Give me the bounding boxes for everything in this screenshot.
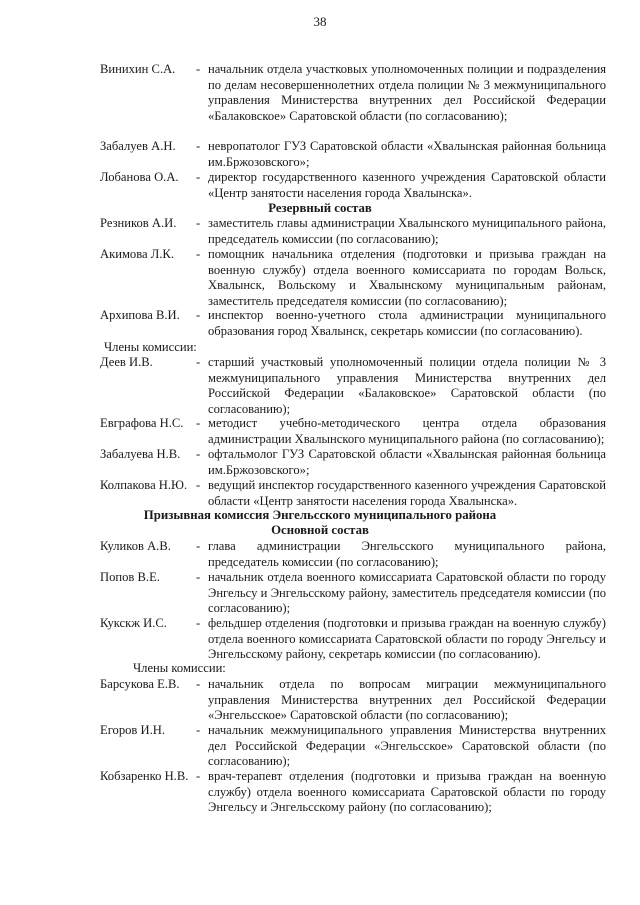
section-heading: Призывная комиссия Энгельсского муниципального района	[143, 508, 497, 522]
section-heading: Основной состав	[271, 523, 369, 537]
dash-separator: -	[196, 216, 201, 230]
dash-separator: -	[196, 355, 201, 369]
member-entry	[96, 769, 606, 816]
section-heading: Резервный состав	[268, 201, 372, 215]
member-position: помощник начальника отделения (подготовки и призыва граждан на военную службу) отдела военного комиссариата по городам Вольск, Хвалынск, Вольскому и Хвалынскому муниципальным районам, заместитель председателя комиссии (по согласованию);	[208, 247, 606, 308]
member-entry	[96, 677, 606, 724]
member-name: Попов В.Е.	[100, 570, 160, 584]
member-name: Забалуева Н.В.	[100, 447, 181, 461]
member-name: Евграфова Н.С.	[100, 416, 184, 430]
page-number: 38	[313, 14, 327, 29]
member-entry	[96, 723, 606, 770]
member-entry	[96, 170, 606, 201]
member-name: Архипова В.И.	[100, 308, 180, 322]
member-name: Куликов А.В.	[100, 539, 171, 553]
member-position: офтальмолог ГУЗ Саратовской области «Хвалынская районная больница им.Бржозовского»;	[208, 447, 606, 477]
member-name: Лобанова О.А.	[100, 170, 179, 184]
member-position: начальник межмуниципального управления Министерства внутренних дел Российской Федерации «Энгельсское» Саратовской области (по согласованию);	[208, 723, 606, 769]
member-entry	[96, 570, 606, 617]
member-position: начальник отдела военного комиссариата Саратовской области по городу Энгельсу и Энгельсскому району, заместитель председателя комиссии (по согласованию);	[208, 570, 606, 616]
member-name: Колпакова Н.Ю.	[100, 478, 188, 492]
dash-separator: -	[196, 616, 201, 630]
dash-separator: -	[196, 478, 201, 492]
member-name: Акимова Л.К.	[100, 247, 174, 261]
member-name: Винихин С.А.	[100, 62, 176, 76]
member-position: начальник отдела по вопросам миграции межмуниципального управления Министерства внутренних дел Российской Федерации «Энгельсское» Саратовской области (по согласованию);	[208, 677, 606, 723]
member-name: Резников А.И.	[100, 216, 177, 230]
dash-separator: -	[196, 416, 201, 430]
member-name: Деев И.В.	[100, 355, 153, 369]
dash-separator: -	[196, 677, 201, 691]
member-entry	[96, 616, 606, 663]
member-position: методист учебно-методического центра отдела образования администрации Хвалынского муниципального района (по согласованию);	[208, 416, 606, 446]
members-label: Члены комиссии:	[133, 661, 226, 675]
member-entry	[96, 216, 606, 247]
member-position: ведущий инспектор государственного казенного учреждения Саратовской области «Центр занятости населения города Хвалынска».	[208, 478, 606, 508]
member-position: невропатолог ГУЗ Саратовской области «Хвалынская районная больница им.Бржозовского»;	[208, 139, 606, 169]
member-entry	[96, 539, 606, 570]
member-entry	[96, 62, 606, 124]
member-position: заместитель главы администрации Хвалынского муниципального района, председатель комиссии (по согласованию);	[208, 216, 606, 246]
member-name: Кобзаренко Н.В.	[100, 769, 189, 783]
member-position: старший участковый уполномоченный полиции отдела полиции № 3 межмуниципального управления Министерства внутренних дел Российской Федерации «Балаковское» Саратовской области (по согласованию);	[208, 355, 606, 416]
member-entry	[96, 478, 606, 509]
member-position: глава администрации Энгельсского муниципального района, председатель комиссии (по согласованию);	[208, 539, 606, 569]
member-entry	[96, 416, 606, 447]
member-entry	[96, 355, 606, 417]
dash-separator: -	[196, 570, 201, 584]
member-entry	[96, 247, 606, 309]
member-position: врач-терапевт отделения (подготовки и призыва граждан на военную службу) отдела военного комиссариата Саратовской области по городу Энгельсу и Энгельсскому району (по согласованию);	[208, 769, 606, 815]
member-name: Егоров И.Н.	[100, 723, 166, 737]
dash-separator: -	[196, 447, 201, 461]
dash-separator: -	[196, 139, 201, 153]
dash-separator: -	[196, 62, 201, 76]
member-name: Барсукова Е.В.	[100, 677, 180, 691]
member-position: фельдшер отделения (подготовки и призыва граждан на военную службу) отдела военного комиссариата Саратовской области по городу Энгельсу и Энгельсскому району, секретарь комиссии (по согласованию).	[208, 616, 606, 662]
dash-separator: -	[196, 769, 201, 783]
member-position: директор государственного казенного учреждения Саратовской области «Центр занятости населения города Хвалынска».	[208, 170, 606, 200]
member-name: Кукскж И.С.	[100, 616, 167, 630]
member-entry	[96, 447, 606, 478]
dash-separator: -	[196, 247, 201, 261]
dash-separator: -	[196, 539, 201, 553]
member-position: начальник отдела участковых уполномоченных полиции и подразделения по делам несовершеннолетних отдела полиции № 3 межмуниципального управления Министерства внутренних дел Российской Федерации «Балаковское» Саратовской области (по согласованию);	[208, 62, 606, 123]
members-label: Члены комиссии:	[104, 340, 197, 354]
member-position: инспектор военно-учетного стола администрации муниципального образования город Хвалынск, секретарь комиссии (по согласованию).	[208, 308, 606, 338]
dash-separator: -	[196, 723, 201, 737]
dash-separator: -	[196, 308, 201, 322]
dash-separator: -	[196, 170, 201, 184]
member-name: Забалуев А.Н.	[100, 139, 176, 153]
member-entry	[96, 139, 606, 170]
member-entry	[96, 308, 606, 339]
